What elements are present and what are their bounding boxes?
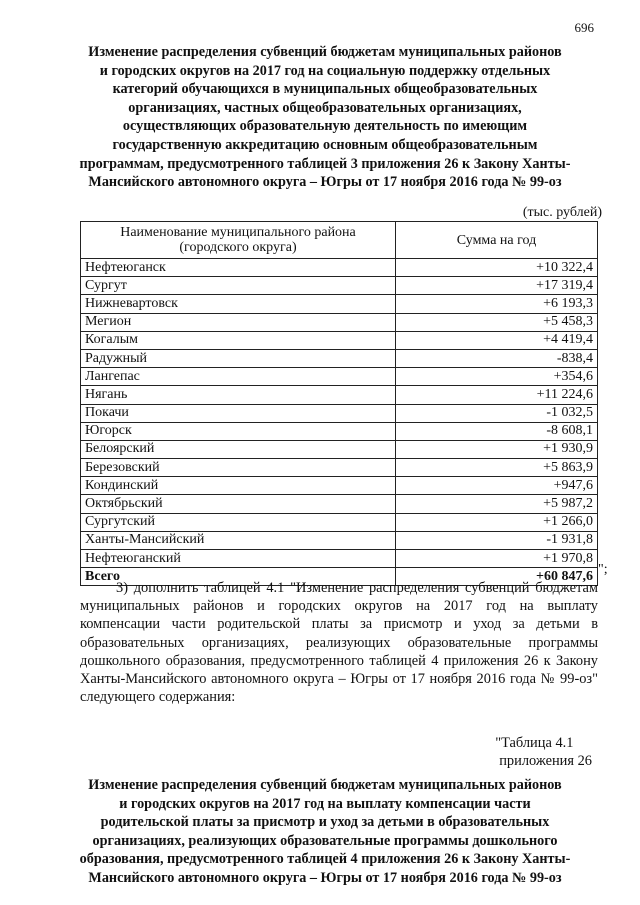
- row-value: +6 193,3: [396, 295, 598, 313]
- row-value: +5 458,3: [396, 313, 598, 331]
- heading-line: организациях, реализующих образовательные программы дошкольного: [92, 832, 558, 849]
- table-ref-line2: приложения 26: [499, 753, 592, 769]
- units-label: (тыс. рублей): [522, 205, 602, 220]
- paragraph-line: компенсации части родительской платы за присмотр и уход за детьми в: [80, 616, 598, 633]
- row-name: Лангепас: [81, 368, 396, 386]
- row-name: Нефтеюганск: [81, 259, 396, 277]
- row-value: -1 931,8: [396, 531, 598, 549]
- amendment-paragraph: [80, 579, 598, 706]
- row-value: +5 987,2: [396, 495, 598, 513]
- table-row: [81, 313, 598, 331]
- heading-line: категорий обучающихся в муниципальных общеобразовательных: [112, 81, 538, 98]
- heading-line: осуществляющих образовательную деятельность по имеющим: [122, 118, 528, 135]
- table-row: [81, 349, 598, 367]
- row-name: Нижневартовск: [81, 295, 396, 313]
- row-value: +1 930,9: [396, 440, 598, 458]
- paragraph-line: Ханты-Мансийского автономного округа – Югры от 17 ноября 2016 года № 99-оз": [80, 671, 598, 688]
- heading-line: Изменение распределения субвенций бюджетам муниципальных районов: [88, 44, 562, 60]
- col-header-name: [81, 222, 396, 259]
- heading-line: и городских округов на 2017 год на социальную поддержку отдельных: [99, 62, 551, 79]
- row-name: Сургутский: [81, 513, 396, 531]
- table-3-heading: [60, 43, 590, 192]
- row-value: +5 863,9: [396, 459, 598, 477]
- row-value: +947,6: [396, 477, 598, 495]
- row-value: +1 266,0: [396, 513, 598, 531]
- table-row: [81, 531, 598, 549]
- table-reference: [495, 734, 592, 770]
- table-header-row: [81, 222, 598, 259]
- row-name: Кондинский: [81, 477, 396, 495]
- heading-line: Изменение распределения субвенций бюджетам муниципальных районов: [88, 777, 562, 793]
- heading-line: организациях, частных общеобразовательных организациях,: [128, 99, 522, 116]
- row-value: +11 224,6: [396, 386, 598, 404]
- paragraph-line: образовательных организациях, реализующих образовательные программы: [80, 634, 598, 651]
- table-row: [81, 259, 598, 277]
- row-name: Белоярский: [81, 440, 396, 458]
- row-value: -1 032,5: [396, 404, 598, 422]
- row-value: -8 608,1: [396, 422, 598, 440]
- table-row: [81, 550, 598, 568]
- row-value: +10 322,4: [396, 259, 598, 277]
- table-close-quote: ";: [598, 562, 608, 577]
- row-name: Нефтеюганский: [81, 550, 396, 568]
- heading-line: родительской платы за присмотр и уход за детьми в образовательных: [100, 814, 550, 831]
- table-row: [81, 386, 598, 404]
- table-row: [81, 368, 598, 386]
- row-name: Покачи: [81, 404, 396, 422]
- table-row: [81, 440, 598, 458]
- row-name: Мегион: [81, 313, 396, 331]
- row-name: Ханты-Мансийский: [81, 531, 396, 549]
- heading-line: образования, предусмотренного таблицей 4 приложения 26 к Закону Ханты-: [79, 851, 571, 868]
- table-row: [81, 277, 598, 295]
- table-row: [81, 295, 598, 313]
- table-row: [81, 422, 598, 440]
- row-value: +17 319,4: [396, 277, 598, 295]
- paragraph-line: дошкольного образования, предусмотренного таблицей 4 приложения 26 к Закону: [80, 652, 598, 669]
- heading-line: государственную аккредитацию основным общеобразовательным: [112, 136, 538, 153]
- total-value: +60 847,6: [396, 568, 598, 586]
- paragraph-line: муниципальных районов и городских округов на 2017 год на выплату: [80, 598, 598, 615]
- row-name: Березовский: [81, 459, 396, 477]
- page-number: 696: [574, 20, 594, 35]
- row-name: Октябрьский: [81, 495, 396, 513]
- row-value: +354,6: [396, 368, 598, 386]
- row-name: Радужный: [81, 349, 396, 367]
- table-row: [81, 331, 598, 349]
- table-row: [81, 404, 598, 422]
- total-label: Всего: [81, 568, 396, 586]
- row-name: Нягань: [81, 386, 396, 404]
- paragraph-line: 3) дополнить таблицей 4.1 "Изменение распределения субвенций бюджетам: [116, 580, 598, 596]
- col-header-name-line2: (городского округа): [179, 240, 297, 255]
- table-row: [81, 477, 598, 495]
- paragraph-line: следующего содержания:: [80, 689, 236, 706]
- row-value: -838,4: [396, 349, 598, 367]
- table-row: [81, 495, 598, 513]
- table-4-1-heading: [60, 776, 590, 888]
- heading-line: программам, предусмотренного таблицей 3 приложения 26 к Закону Ханты-: [79, 155, 571, 172]
- subvention-table: [80, 221, 598, 586]
- heading-line: и городских округов на 2017 год на выплату компенсации части: [119, 795, 531, 812]
- col-header-sum: Сумма на год: [396, 222, 598, 259]
- table-row: [81, 513, 598, 531]
- col-header-name-line1: Наименование муниципального района: [120, 225, 356, 240]
- table-ref-line1: "Таблица 4.1: [495, 735, 574, 751]
- row-name: Сургут: [81, 277, 396, 295]
- table-row: [81, 459, 598, 477]
- heading-line: Мансийского автономного округа – Югры от 17 ноября 2016 года № 99-оз: [88, 174, 562, 191]
- heading-line: Мансийского автономного округа – Югры от 17 ноября 2016 года № 99-оз: [88, 869, 562, 886]
- row-name: Югорск: [81, 422, 396, 440]
- row-value: +4 419,4: [396, 331, 598, 349]
- row-name: Когалым: [81, 331, 396, 349]
- row-value: +1 970,8: [396, 550, 598, 568]
